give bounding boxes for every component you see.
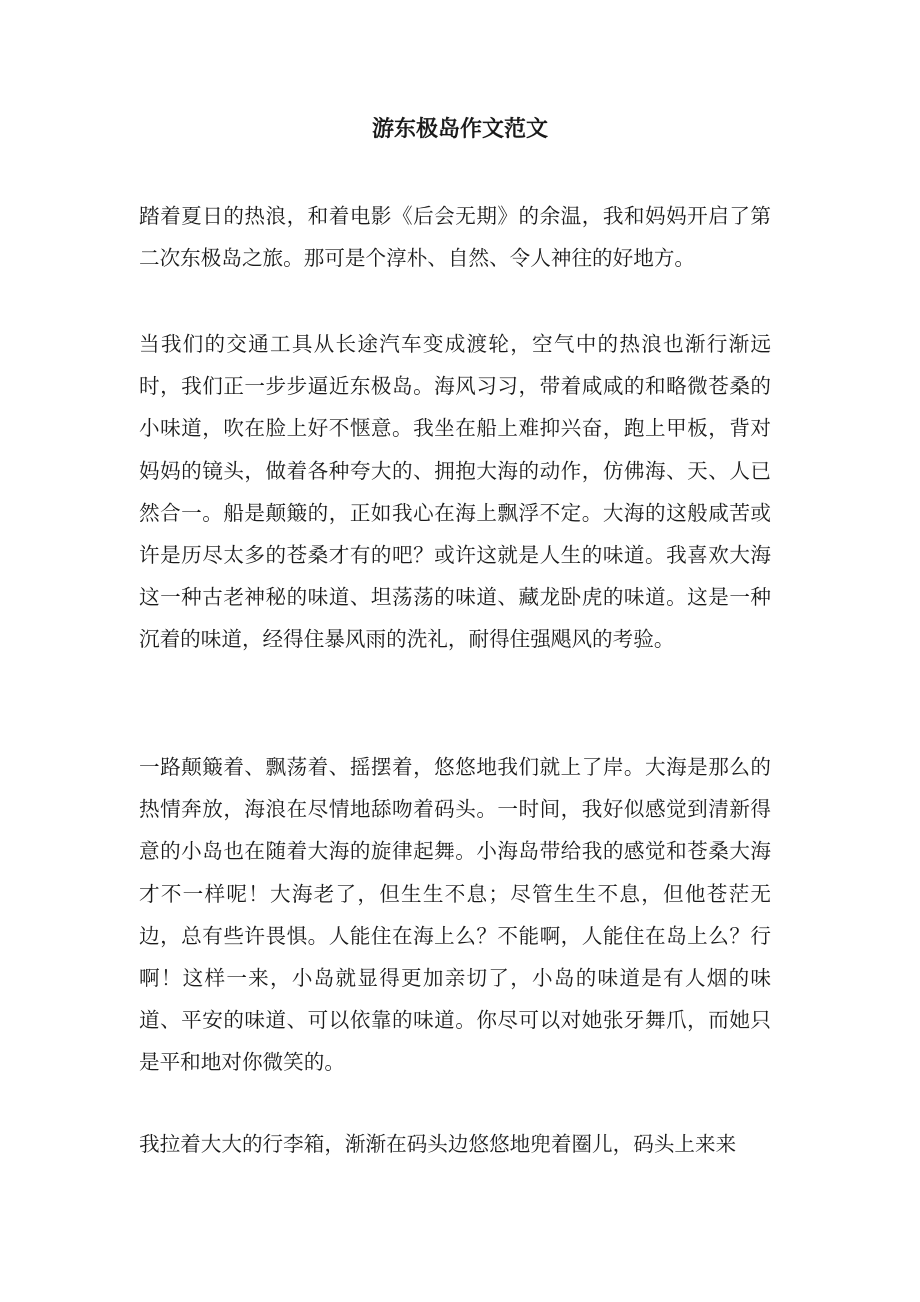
paragraph-3: 一路颠簸着、飘荡着、摇摆着，悠悠地我们就上了岸。大海是那么的热情奔放，海浪在尽情地舔吻着码头。一时间，我好似感觉到清新得意的小岛也在随着大海的旋律起舞。小海岛带给我的感觉和苍桑大海才不一样呢！大海老了，但生生不息；尽管生生不息，但他苍茫无边，总有些许畏惧。人能住在海上么？不能啊，人能住在岛上么？行啊！这样一来，小岛就显得更加亲切了，小岛的味道是有人烟的味道、平安的味道、可以依靠的味道。你尽可以对她张牙舞爪，而她只是平和地对你微笑的。 — [139, 755, 771, 1075]
paragraph-4: 我拉着大大的行李箱，渐渐在码头边悠悠地兜着圈儿，码头上来来 — [139, 1132, 737, 1156]
paragraph-2: 当我们的交通工具从长途汽车变成渡轮，空气中的热浪也渐行渐远时，我们正一步步逼近东极岛。海风习习，带着咸咸的和略微苍桑的小味道，吹在脸上好不惬意。我坐在船上难抑兴奋，跑上甲板，背对妈妈的镜头，做着各种夸大的、拥抱大海的动作，仿佛海、天、人已然合一。船是颠簸的，正如我心在海上飘浮不定。大海的这般咸苦或许是历尽太多的苍桑才有的吧？或许这就是人生的味道。我喜欢大海这一种古老神秘的味道、坦荡荡的味道、藏龙卧虎的味道。这是一种沉着的味道，经得住暴风雨的洗礼，耐得住强飓风的考验。 — [139, 332, 771, 652]
paragraph-1: 踏着夏日的热浪，和着电影《后会无期》的余温，我和妈妈开启了第二次东极岛之旅。那可是个淳朴、自然、令人神往的好地方。 — [139, 204, 771, 271]
document-title: 游东极岛作文范文 — [371, 116, 548, 142]
